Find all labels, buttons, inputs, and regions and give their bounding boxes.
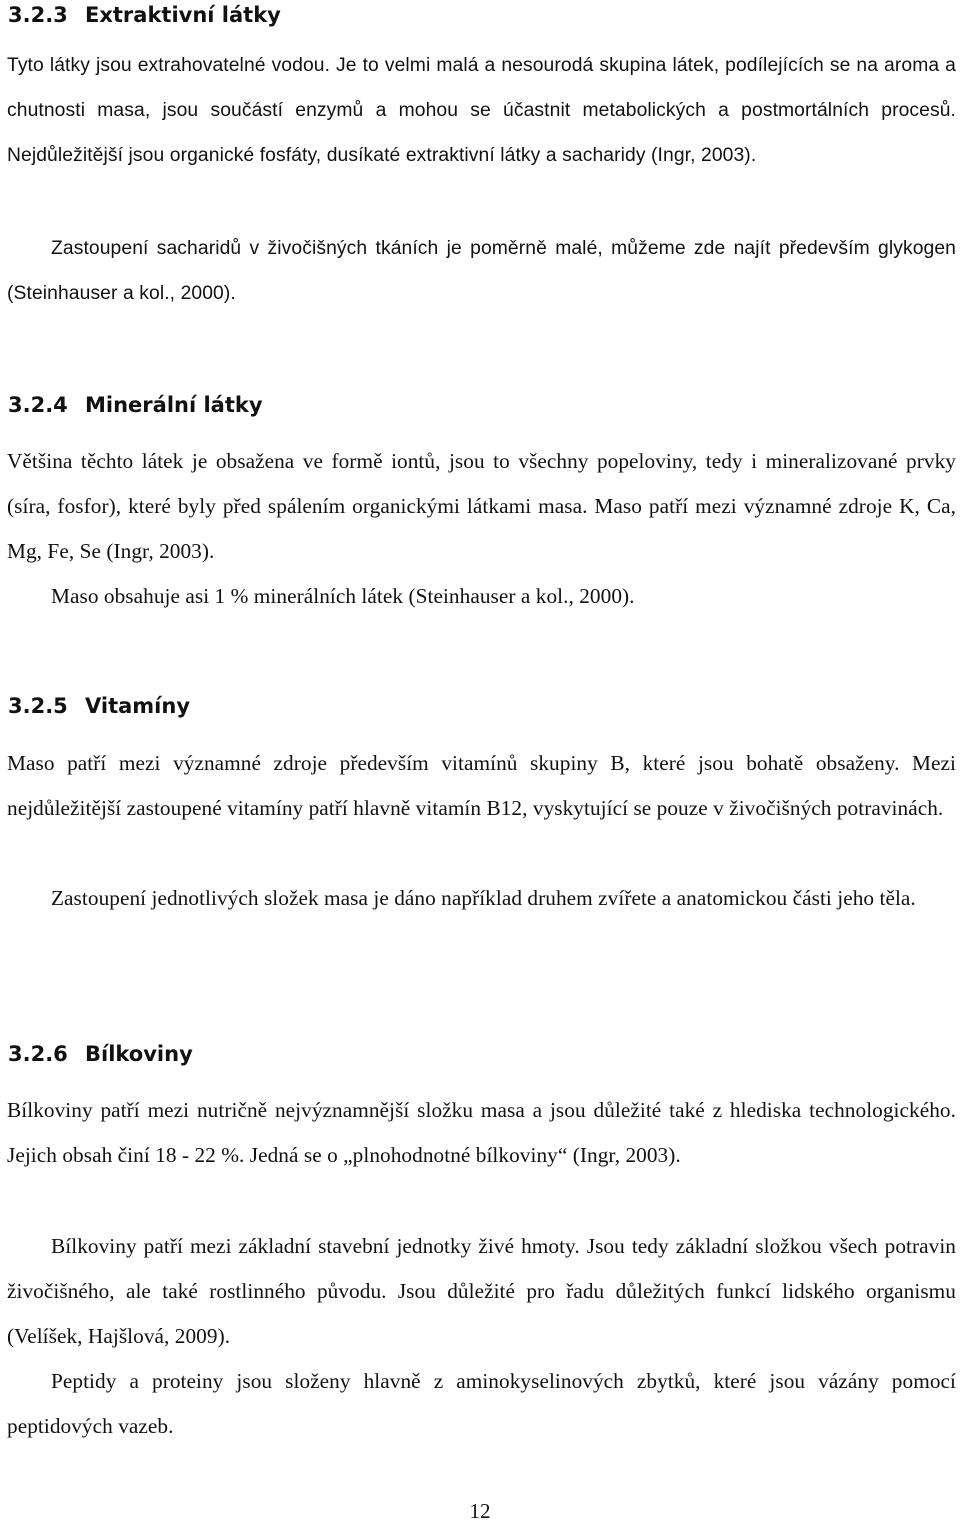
section-heading-mineralni-latky [8,391,263,419]
section-number: 3.2.3 [8,3,68,27]
section-heading-vitaminy [8,692,190,720]
paragraph: Většina těchto látek je obsažena ve formě iontů, jsou to všechny popeloviny, tedy i mineralizované prvky (síra, fosfor), které byly před spálením organickými látkami masa. Maso patří mezi významné zdroje K, Ca, Mg, Fe, Se (Ingr, 2003). [7,449,956,563]
section-title: Extraktivní látky [85,3,281,27]
section-title: Bílkoviny [85,1042,193,1066]
paragraph: Bílkoviny patří mezi nutričně nejvýznamnější složku masa a jsou důležité také z hlediska technologického. Jejich obsah činí 18 - 22 %. Jedná se o „plnohodnotné bílkoviny“ (Ingr, 2003). [7,1098,956,1167]
paragraph: Peptidy a proteiny jsou složeny hlavně z aminokyselinových zbytků, které jsou vázány pomocí peptidových vazeb. [7,1369,956,1438]
section-number: 3.2.5 [8,694,68,718]
section-number: 3.2.6 [8,1042,68,1066]
page-number: 12 [469,1499,491,1523]
section-title: Minerální látky [85,393,263,417]
paragraph: Zastoupení sacharidů v živočišných tkáních je poměrně malé, můžeme zde najít především glykogen (Steinhauser a kol., 2000). [7,238,956,304]
section-title: Vitamíny [85,694,191,718]
paragraph: Zastoupení jednotlivých složek masa je dáno například druhem zvířete a anatomickou části jeho těla. [51,886,916,910]
paragraph: Maso obsahuje asi 1 % minerálních látek (Steinhauser a kol., 2000). [51,584,635,608]
section-heading-bilkoviny [8,1040,193,1068]
paragraph: Maso patří mezi významné zdroje především vitamínů skupiny B, které jsou bohatě obsaženy. Mezi nejdůležitější zastoupené vitamíny patří hlavně vitamín B12, vyskytující se pouze v živočišných potravinách. [7,751,956,820]
paragraph: Bílkoviny patří mezi základní stavební jednotky živé hmoty. Jsou tedy základní složkou všech potravin živočišného, ale také rostlinného původu. Jsou důležité pro řadu důležitých funkcí lidského organismu (Velíšek, Hajšlová, 2009). [7,1234,956,1348]
section-number: 3.2.4 [8,393,68,417]
section-heading-extraktivni-latky [8,1,281,29]
paragraph: Tyto látky jsou extrahovatelné vodou. Je to velmi malá a nesourodá skupina látek, podílejících se na aroma a chutnosti masa, jsou součástí enzymů a mohou se účastnit metabolických a postmortálních procesů. Nejdůležitější jsou organické fosfáty, dusíkaté extraktivní látky a sacharidy (Ingr, 2003). [7,55,956,166]
